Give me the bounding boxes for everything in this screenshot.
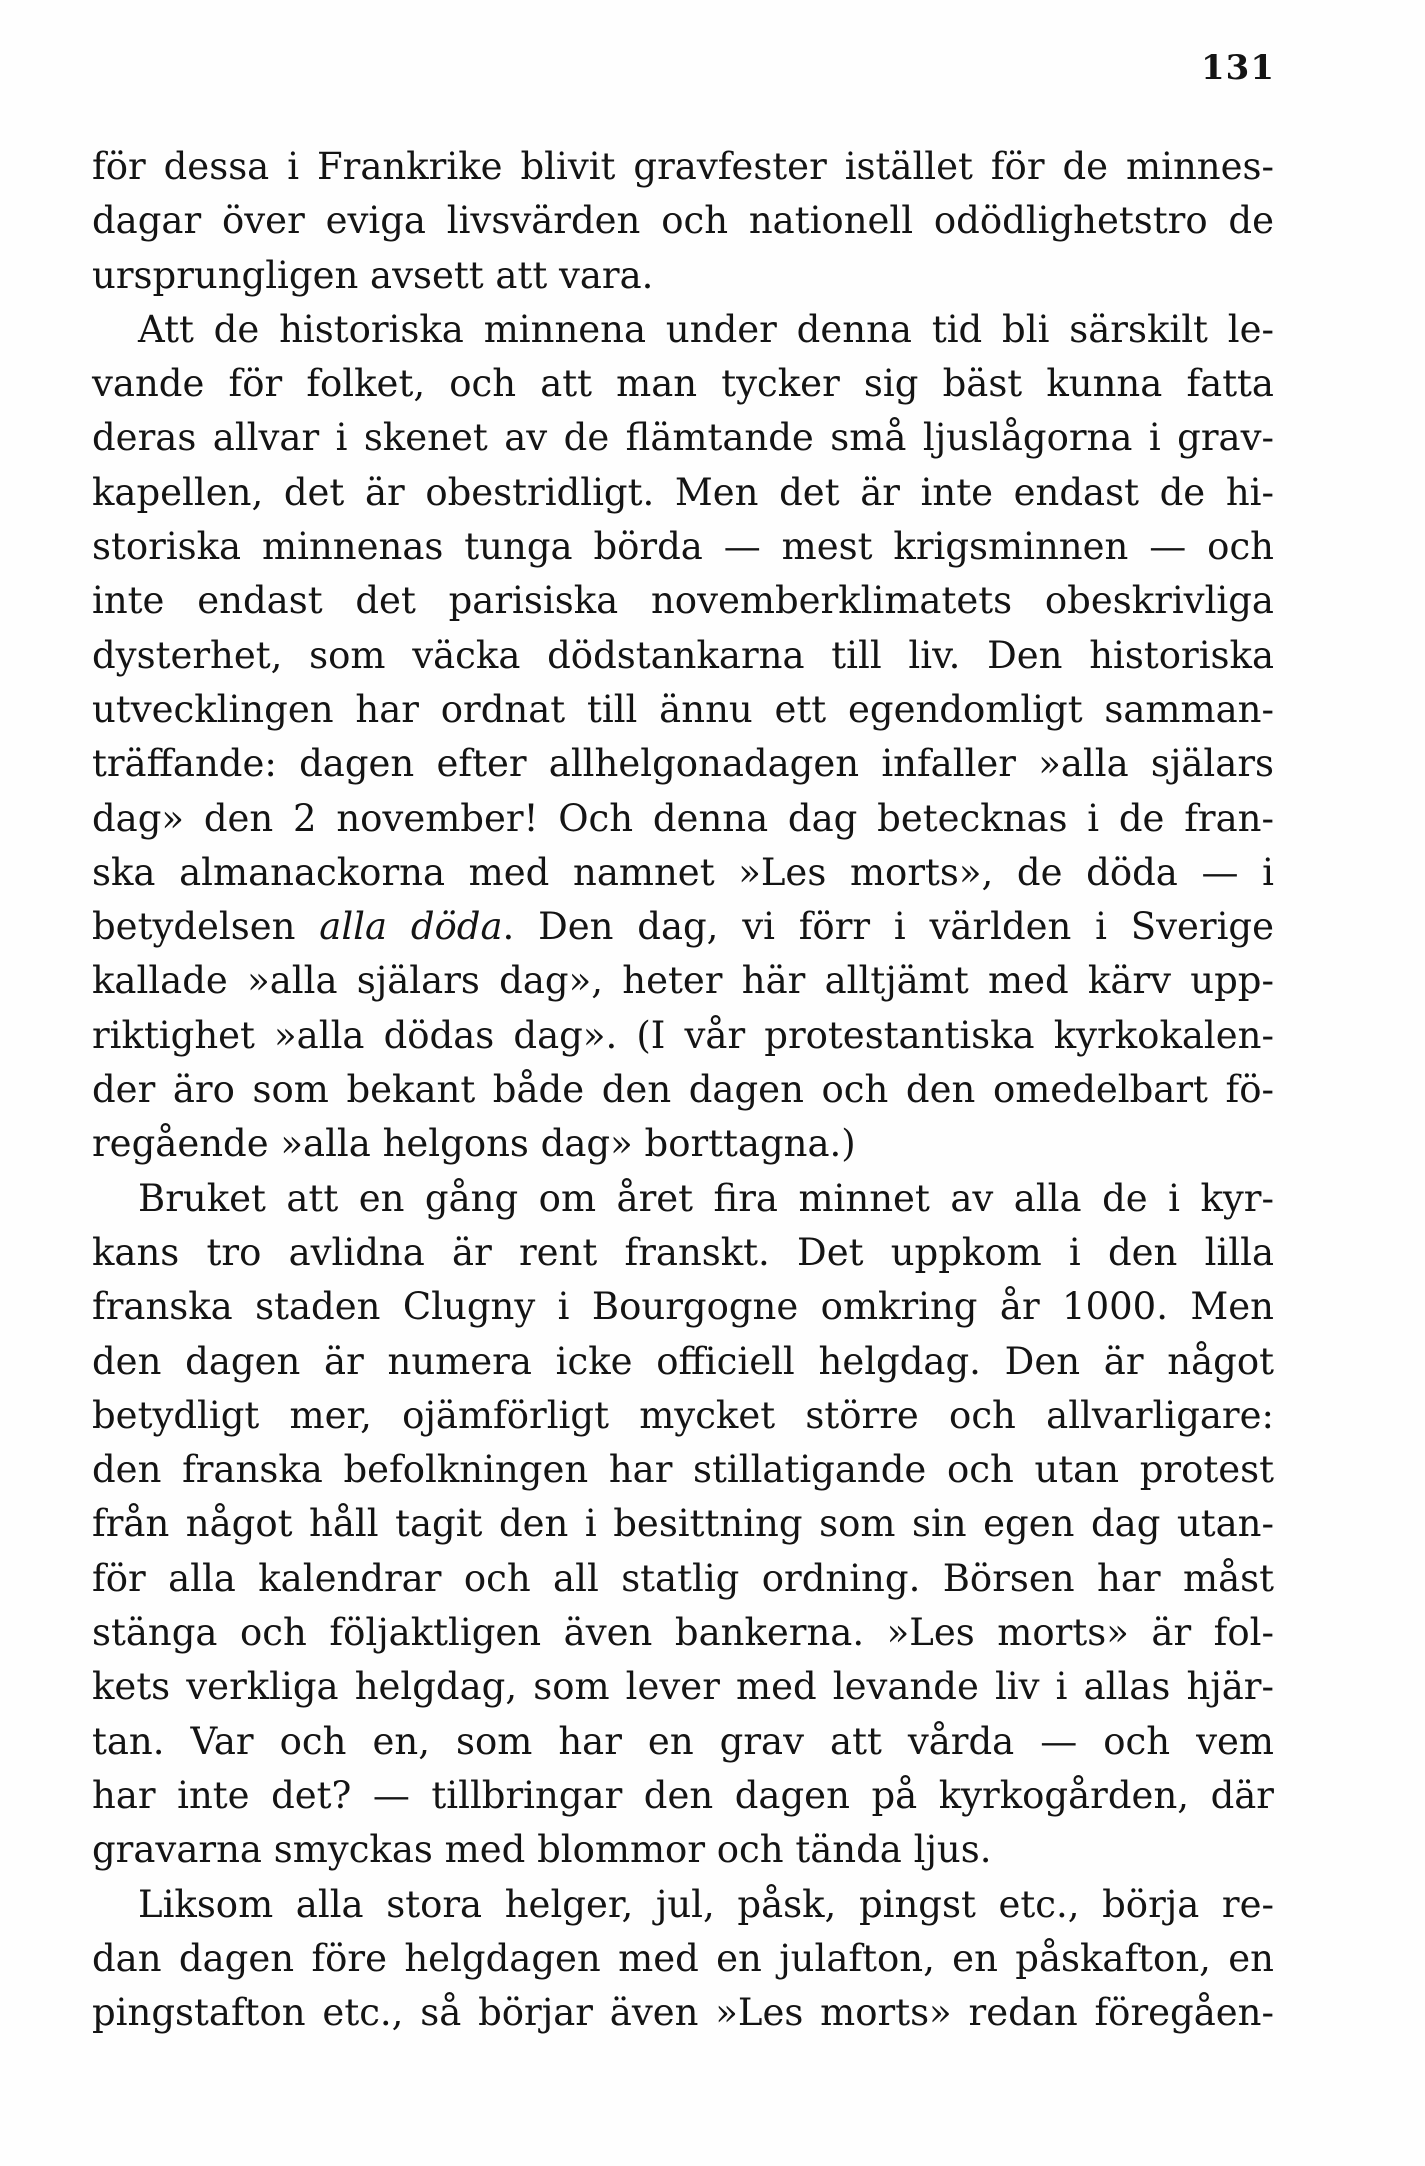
text-line: kapellen, det är obestridligt. Men det är inte endast de hi- (92, 470, 1274, 514)
text-line: för alla kalendrar och all statlig ordning. Börsen har måst (92, 1556, 1274, 1600)
text-line: har inte det? — tillbringar den dagen på kyrkogården, där (92, 1773, 1274, 1817)
text-line: kallade »alla själars dag», heter här alltjämt med kärv upp- (92, 959, 1274, 1003)
text-line: ursprungligen avsett att vara. (92, 253, 654, 297)
text-line: för dessa i Frankrike blivit gravfester istället för de minnes- (92, 145, 1274, 188)
italic-text: alla döda (319, 905, 503, 949)
text-line: den dagen är numera icke officiell helgdag. Den är något (92, 1339, 1274, 1383)
text-line: dagar över eviga livsvärden och nationell odödlighetstro de (92, 199, 1274, 243)
text-line: storiska minnenas tunga börda — mest krigsminnen — och (92, 525, 1274, 569)
text-line: dag» den 2 november! Och denna dag betecknas i de fran- (92, 796, 1274, 840)
body-text (92, 140, 1274, 2040)
text-line: riktighet »alla dödas dag». (I vår protestantiska kyrkokalen- (92, 1013, 1274, 1057)
text-line: inte endast det parisiska novemberklimatets obeskrivliga (92, 579, 1274, 623)
text-segment: betydelsen (92, 905, 320, 949)
text-line: vande för folket, och att man tycker sig bäst kunna fatta (92, 362, 1274, 406)
text-line: ska almanackorna med namnet »Les morts», de döda — i (92, 850, 1274, 894)
text-line: stänga och följaktligen även bankerna. »Les morts» är fol- (92, 1611, 1274, 1655)
text-line: den franska befolkningen har stillatigande och utan protest (92, 1448, 1274, 1492)
text-line: träffande: dagen efter allhelgonadagen infaller »alla själars (92, 742, 1274, 786)
text-line: gravarna smyckas med blommor och tända ljus. (92, 1828, 992, 1872)
text-line: kets verkliga helgdag, som lever med levande liv i allas hjär- (92, 1665, 1274, 1709)
text-line: utvecklingen har ordnat till ännu ett egendomligt samman- (92, 687, 1274, 731)
text-line: franska staden Clugny i Bourgogne omkring år 1000. Men (92, 1285, 1274, 1329)
text-line: betydligt mer, ojämförligt mycket större och allvarligare: (92, 1393, 1274, 1437)
text-line: pingstafton etc., så börjar även »Les morts» redan föregåen- (92, 1991, 1274, 2035)
text-line: Bruket att en gång om året fira minnet av alla de i kyr- (138, 1176, 1274, 1220)
text-line: dysterhet, som väcka dödstankarna till liv. Den historiska (92, 633, 1274, 677)
text-line: Liksom alla stora helger, jul, påsk, pingst etc., börja re- (138, 1882, 1274, 1926)
text-line: tan. Var och en, som har en grav att vårda — och vem (92, 1719, 1274, 1763)
text-line: Att de historiska minnena under denna tid bli särskilt le- (138, 307, 1274, 351)
text-line: från något håll tagit den i besittning som sin egen dag utan- (92, 1502, 1274, 1546)
page-number: 131 (1201, 48, 1275, 88)
text-line (92, 900, 1274, 954)
text-line: kans tro avlidna är rent franskt. Det uppkom i den lilla (92, 1230, 1274, 1274)
text-line: dan dagen före helgdagen med en julafton, en påskafton, en (92, 1936, 1274, 1980)
text-line: deras allvar i skenet av de flämtande små ljuslågorna i grav- (92, 416, 1274, 460)
text-segment: . Den dag, vi förr i världen i Sverige (502, 905, 1274, 949)
text-line: regående »alla helgons dag» borttagna.) (92, 1122, 856, 1166)
text-line: der äro som bekant både den dagen och den omedelbart fö- (92, 1068, 1274, 1112)
